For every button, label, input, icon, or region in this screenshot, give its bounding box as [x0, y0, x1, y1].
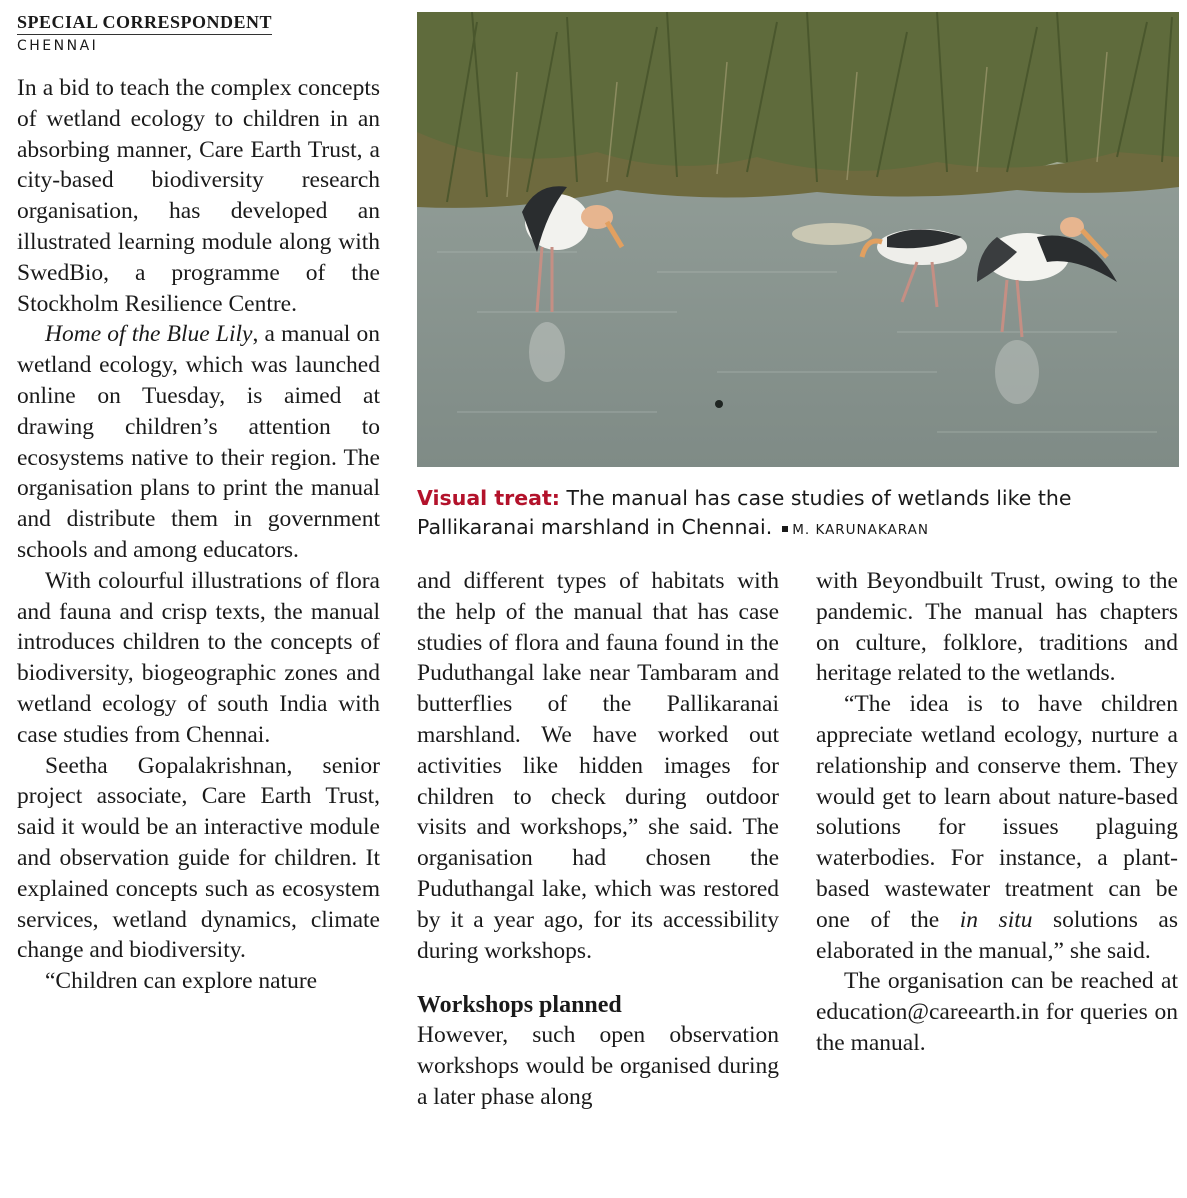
- paragraph-text: , a manual on wetland ecology, which was launched online on Tuesday, is aimed at drawing children’s attention to ecosystems native to their region. The organisation plans to print the manual and distribute them in government schools and among educators.: [17, 321, 380, 563]
- paragraph: With colourful illustrations of flora and fauna and crisp texts, the manual introduces children to the concepts of biodiversity, biogeographic zones and wetland ecology of south India with case studies from Chennai.: [17, 567, 380, 748]
- article-column-3: [816, 566, 1178, 1059]
- paragraph: and different types of habitats with the help of the manual that has case studies of flora and fauna found in the Puduthangal lake near Tambaram and butterflies of the Pallikaranai marshland. We have worked out activities like hidden images for children to check during outdoor visits and workshops,” she said. The organisation had chosen the Puduthangal lake, which was restored by it a year ago, for its accessibility during workshops.: [417, 568, 779, 964]
- credit-bullet-icon: [782, 526, 788, 532]
- paragraph: [17, 319, 380, 565]
- paragraph-text: solutions as elaborated in the manual,” she said.: [816, 906, 1178, 964]
- byline-author: SPECIAL CORRESPONDENT: [17, 12, 272, 35]
- photo-caption: [417, 484, 1179, 545]
- paragraph: [816, 689, 1178, 966]
- photo-credit-name: M. KARUNAKARAN: [792, 522, 929, 538]
- photo-credit: [782, 522, 929, 538]
- article-column-2: [417, 566, 779, 1113]
- caption-text: The manual has case studies of wetlands like the Pallikaranai marshland in Chennai.: [417, 486, 1072, 539]
- paragraph: The organisation can be reached at education@careearth.in for queries on the manual.: [816, 968, 1178, 1056]
- paragraph-text: “The idea is to have children appreciate wetland ecology, nurture a relationship and conserve them. They would get to learn about nature-based solutions for issues plaguing waterbodies. For instance, a plant-based wastewater treatment can be one of the: [816, 691, 1178, 933]
- byline: [17, 12, 387, 54]
- wetland-storks-image: [417, 12, 1179, 467]
- in-situ-term: in situ: [959, 906, 1033, 933]
- paragraph: with Beyondbuilt Trust, owing to the pandemic. The manual has chapters on culture, folklore, traditions and heritage related to the wetlands.: [816, 568, 1178, 687]
- paragraph: However, such open observation workshops would be organised during a later phase along: [417, 1022, 779, 1110]
- paragraph: Seetha Gopalakrishnan, senior project associate, Care Earth Trust, said it would be an interactive module and observation guide for children. It explained concepts such as ecosystem services, wetland dynamics, climate change and biodiversity.: [17, 752, 380, 964]
- manual-title: Home of the Blue Lily: [45, 321, 253, 348]
- byline-place: CHENNAI: [17, 38, 99, 54]
- subheading: Workshops planned: [417, 992, 622, 1019]
- article-column-1: [17, 73, 380, 997]
- paragraph: In a bid to teach the complex concepts of wetland ecology to children in an absorbing manner, Care Earth Trust, a city-based biodiversity research organisation, has developed an illustrated learning module along with SwedBio, a programme of the Stockholm Resilience Centre.: [17, 75, 380, 317]
- caption-lead: Visual treat:: [417, 486, 560, 510]
- article-photo: [417, 12, 1179, 467]
- paragraph: “Children can explore nature: [45, 968, 318, 995]
